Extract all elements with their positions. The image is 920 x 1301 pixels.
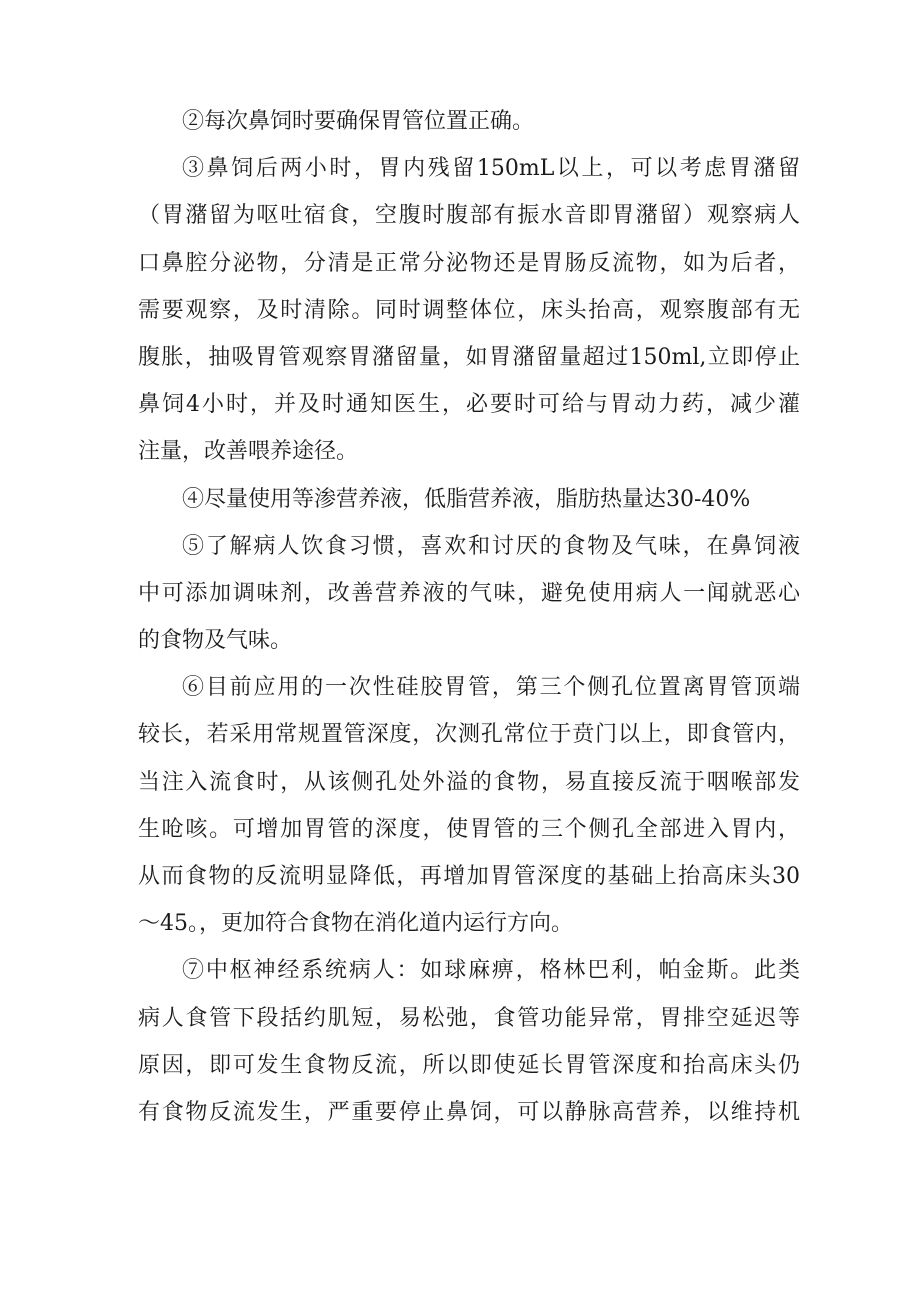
paragraph-6-line-2: 较长，若采用常规置管深度，次测孔常位于贲门以上，即食管内， [138, 722, 800, 748]
paragraph-3-line-3: 口鼻腔分泌物，分清是正常分泌物还是胃肠反流物，如为后者， [138, 250, 800, 276]
paragraph-3-line-2: （胃潴留为呕吐宿食，空腹时腹部有振水音即胃潴留）观察病人 [138, 203, 800, 229]
paragraph-3-line-6: 鼻饲4小时，并及时通知医生，必要时可给与胃动力药，减少灌 [138, 392, 800, 418]
paragraph-5-line-1: ⑤了解病人饮食习惯，喜欢和讨厌的食物及气味，在鼻饲液 [182, 533, 800, 559]
paragraph-6-line-4: 生呛咳。可增加胃管的深度，使胃管的三个侧孔全部进入胃内， [138, 816, 800, 842]
paragraph-5-line-2: 中可添加调味剂，改善营养液的气味，避免使用病人一闻就恶心 [138, 580, 800, 606]
paragraph-7-line-1: ⑦中枢神经系统病人：如球麻痹，格林巴利，帕金斯。此类 [182, 958, 800, 984]
paragraph-6-line-3: 当注入流食时，从该侧孔处外溢的食物，易直接反流于咽喉部发 [138, 769, 800, 795]
document-body [138, 98, 800, 1136]
paragraph-6-line-1: ⑥目前应用的一次性硅胶胃管，第三个侧孔位置离胃管顶端 [182, 675, 800, 701]
paragraph-3-line-5: 腹胀，抽吸胃管观察胃潴留量，如胃潴留量超过150ml,立即停止 [138, 344, 800, 370]
paragraph-4-line-1: ④尽量使用等渗营养液，低脂营养液，脂肪热量达30-40% [182, 486, 751, 512]
paragraph-6-line-5: 从而食物的反流明显降低，再增加胃管深度的基础上抬高床头30 [138, 864, 800, 889]
paragraph-6-line-6: ～45。，更加符合食物在消化道内运行方向。 [138, 911, 573, 937]
paragraph-7-line-3: 原因，即可发生食物反流，所以即使延长胃管深度和抬高床头仍 [138, 1052, 800, 1078]
paragraph-2-line-1: ②每次鼻饲时要确保胃管位置正确。 [182, 109, 535, 134]
paragraph-5-line-3: 的食物及气味。 [138, 628, 293, 654]
paragraph-7-line-4: 有食物反流发生，严重要停止鼻饲，可以静脉高营养，以维持机 [138, 1099, 800, 1125]
paragraph-3-line-7: 注量，改善喂养途径。 [138, 439, 359, 465]
paragraph-3-line-4: 需要观察，及时清除。同时调整体位，床头抬高，观察腹部有无 [138, 297, 800, 323]
paragraph-3-line-1: ③鼻饲后两小时，胃内残留150mL以上，可以考虑胃潴留 [182, 156, 800, 182]
paragraph-7-line-2: 病人食管下段括约肌短，易松弛，食管功能异常，胃排空延迟等 [138, 1005, 800, 1031]
